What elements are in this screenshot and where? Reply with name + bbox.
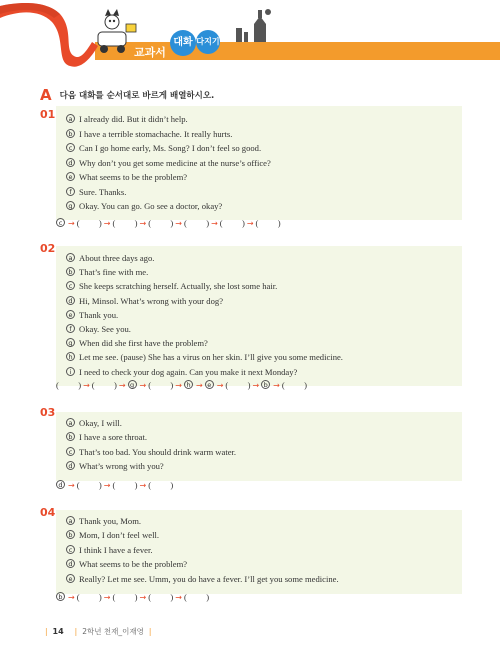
arrow-icon: →	[139, 481, 147, 490]
line-text: Thank you, Mom.	[79, 516, 142, 526]
town-illustration	[236, 9, 271, 42]
answer-slot[interactable]: ( )	[112, 218, 138, 228]
answer-slot[interactable]: ( )	[184, 592, 210, 602]
line-marker: c	[66, 281, 75, 290]
line-text: Really? Let me see. Umm, you do have a fever. I’ll get you some medicine.	[79, 573, 339, 584]
line-text: About three days ago.	[79, 253, 155, 263]
line-marker: c	[66, 447, 75, 456]
line-marker: a	[66, 114, 75, 123]
header-banner	[0, 0, 500, 78]
line-marker: g	[66, 201, 75, 210]
line-marker: d	[66, 296, 75, 305]
book-title: 2학년 천재_이재영	[82, 627, 144, 636]
dialogue-line	[66, 143, 261, 153]
problem-number: 03	[40, 406, 56, 419]
section-heading	[40, 86, 214, 104]
answer-slot[interactable]: ( )	[76, 592, 102, 602]
answer-sequence	[56, 480, 173, 490]
line-text: I need to check your dog again. Can you make it next Monday?	[79, 366, 298, 377]
answer-slot[interactable]: ( )	[184, 218, 210, 228]
line-marker: e	[66, 574, 75, 583]
given-answer: h	[184, 380, 193, 389]
dialogue-line	[66, 114, 188, 124]
line-marker: d	[66, 461, 75, 470]
arrow-icon: →	[118, 381, 126, 390]
line-marker: e	[66, 172, 75, 181]
line-text: Let me see. (pause) She has a virus on her skin. I’ll give you some medicine.	[79, 352, 343, 363]
answer-slot[interactable]	[205, 380, 215, 390]
answer-slot[interactable]: ( )	[148, 380, 174, 390]
dialogue-line	[66, 367, 297, 377]
arrow-icon: →	[103, 219, 111, 228]
line-text: What’s wrong with you?	[79, 460, 164, 471]
arrow-icon: →	[103, 593, 111, 602]
answer-slot[interactable]: ( )	[76, 480, 102, 490]
line-marker: b	[66, 530, 75, 539]
arrow-icon: →	[252, 381, 260, 390]
line-text: Okay. See you.	[79, 324, 131, 334]
answer-slot[interactable]	[56, 218, 66, 228]
answer-slot[interactable]: ( )	[148, 480, 174, 490]
arrow-icon: →	[139, 219, 147, 228]
dialogue-line	[66, 158, 271, 168]
arrow-icon: →	[246, 219, 254, 228]
arrow-icon: →	[273, 381, 280, 390]
dialogue-line	[66, 352, 343, 362]
line-marker: h	[66, 352, 75, 361]
line-text: Okay, I will.	[79, 418, 122, 428]
answer-slot[interactable]: ( )	[281, 380, 307, 390]
line-marker: b	[66, 129, 75, 138]
line-marker: b	[66, 432, 75, 441]
answer-slot[interactable]: ( )	[148, 218, 174, 228]
dialogue-line	[66, 461, 164, 471]
answer-slot[interactable]	[56, 480, 66, 490]
given-answer: b	[261, 380, 270, 389]
answer-slot[interactable]: ( )	[219, 218, 245, 228]
line-text: She keeps scratching herself. Actually, she lost some hair.	[79, 281, 278, 292]
answer-slot[interactable]	[261, 380, 271, 390]
dialogue-line	[66, 447, 236, 457]
line-text: I already did. But it didn’t help.	[79, 114, 188, 124]
dialogue-line	[66, 267, 148, 277]
line-text: Okay. You can go. Go see a doctor, okay?	[79, 201, 223, 211]
arrow-icon: →	[139, 593, 147, 602]
line-text: Why don’t you get some medicine at the nurse’s office?	[79, 157, 271, 168]
dialogue-line	[66, 418, 122, 428]
dialogue-line	[66, 172, 187, 182]
line-marker: a	[66, 253, 75, 262]
line-text: What seems to be the problem?	[79, 172, 188, 182]
section-letter: A	[40, 86, 52, 104]
answer-slot[interactable]: ( )	[148, 592, 174, 602]
page-number: 14	[52, 627, 64, 636]
answer-slot[interactable]	[56, 592, 66, 602]
dialogue-line	[66, 530, 159, 540]
line-marker: c	[66, 545, 75, 554]
line-text: What seems to be the problem?	[79, 559, 188, 570]
line-marker: f	[66, 324, 75, 333]
line-marker: i	[66, 367, 75, 376]
dialogue-line	[66, 559, 187, 569]
arrow-icon: →	[83, 381, 90, 390]
line-marker: g	[66, 338, 75, 347]
section-instruction: 다음 대화를 순서대로 바르게 배열하시오.	[59, 91, 215, 101]
answer-slot[interactable]: ( )	[255, 218, 281, 228]
given-answer: g	[128, 380, 137, 389]
answer-slot[interactable]: ( )	[112, 592, 138, 602]
problem-number: 04	[40, 506, 56, 519]
arrow-icon: →	[68, 219, 75, 228]
dialogue-line	[66, 187, 126, 197]
header-title-dialogue: 대화	[170, 30, 196, 56]
line-text: Mom, I don’t feel well.	[79, 530, 160, 541]
dialogue-line	[66, 324, 131, 334]
line-text: Can I go home early, Ms. Song? I don’t feel so good.	[79, 143, 262, 153]
answer-slot[interactable]: ( )	[225, 380, 251, 390]
dialogue-line	[66, 574, 339, 584]
line-text: Thank you.	[79, 309, 119, 320]
answer-slot[interactable]	[128, 380, 138, 390]
dialogue-line	[66, 296, 223, 306]
answer-slot[interactable]	[184, 380, 194, 390]
dialogue-line	[66, 545, 153, 555]
given-answer: b	[56, 592, 65, 601]
page-footer: | 14 | 2학년 천재_이재영 |	[45, 627, 152, 636]
header-title-practice: 다지기	[196, 30, 220, 54]
answer-sequence	[56, 218, 281, 228]
arrow-icon: →	[68, 593, 75, 602]
dialogue-line	[66, 253, 154, 263]
answer-slot[interactable]: ( )	[56, 380, 82, 390]
header-title-textbook: 교과서	[134, 46, 166, 59]
line-marker: c	[66, 143, 75, 152]
dialogue-line	[66, 432, 147, 442]
dialogue-line	[66, 281, 277, 291]
line-text: When did she first have the problem?	[79, 338, 208, 349]
dialogue-line	[66, 129, 232, 139]
line-text: That’s fine with me.	[79, 267, 149, 278]
answer-sequence	[56, 592, 209, 602]
arrow-icon: →	[175, 593, 182, 602]
arrow-icon: →	[68, 481, 75, 490]
line-text: Sure. Thanks.	[79, 186, 127, 197]
arrow-icon: →	[175, 219, 182, 228]
line-marker: e	[66, 310, 75, 319]
problem-number: 01	[40, 108, 56, 121]
line-text: I think I have a fever.	[79, 544, 153, 555]
given-answer: d	[56, 480, 65, 489]
arrow-icon: →	[175, 381, 182, 390]
line-marker: b	[66, 267, 75, 276]
answer-slot[interactable]: ( )	[91, 380, 117, 390]
dialogue-line	[66, 516, 141, 526]
given-answer: e	[205, 380, 214, 389]
dialogue-line	[66, 338, 208, 348]
arrow-icon: →	[216, 381, 224, 390]
line-marker: d	[66, 158, 75, 167]
header-decoration	[0, 0, 500, 78]
dialogue-line	[66, 310, 118, 320]
line-text: I have a sore throat.	[79, 432, 148, 443]
answer-slot[interactable]: ( )	[112, 480, 138, 490]
line-marker: f	[66, 187, 75, 196]
problem-number: 02	[40, 242, 56, 255]
line-text: Hi, Minsol. What’s wrong with your dog?	[79, 295, 224, 306]
line-text: That’s too bad. You should drink warm water.	[79, 446, 237, 457]
answer-slot[interactable]: ( )	[76, 218, 102, 228]
given-answer: c	[56, 218, 65, 227]
arrow-icon: →	[196, 381, 203, 390]
line-marker: d	[66, 559, 75, 568]
dialogue-line	[66, 201, 222, 211]
line-text: I have a terrible stomachache. It really hurts.	[79, 128, 233, 139]
answer-sequence	[56, 380, 307, 390]
arrow-icon: →	[103, 481, 111, 490]
line-marker: a	[66, 516, 75, 525]
arrow-icon: →	[139, 381, 147, 390]
arrow-icon: →	[211, 219, 218, 228]
line-marker: a	[66, 418, 75, 427]
